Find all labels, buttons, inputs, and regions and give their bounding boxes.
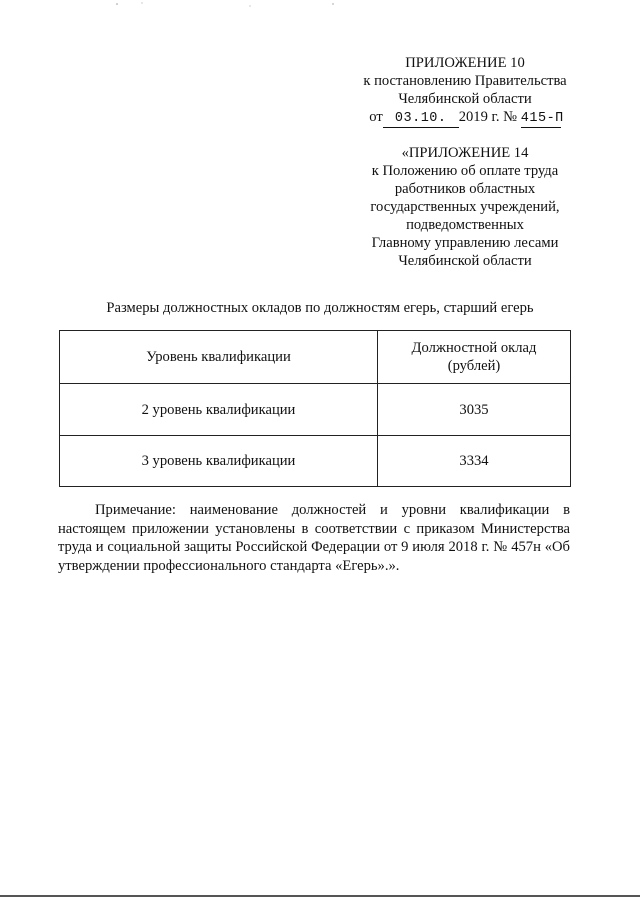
scan-edge-line xyxy=(0,895,640,897)
annex-14-line: Главному управлению лесами xyxy=(371,235,559,251)
note-text: Примечание: наименование должностей и уровни квалификации в настоящем приложении установлены в соответствии с приказом Министерства труда и социальной защиты Российской Федерации от 9 июля 2018 г. № 457н «Об утверждении профессионального стандарта «Егерь».». xyxy=(58,502,570,574)
handwritten-date: 03.10. xyxy=(383,111,459,128)
annex-10-block xyxy=(340,54,590,128)
table-row xyxy=(60,436,571,487)
cell-salary: 3035 xyxy=(378,384,571,436)
annex-14-block xyxy=(340,144,590,270)
cell-salary: 3334 xyxy=(378,436,571,487)
annex-10-date-line xyxy=(340,108,590,128)
table-row xyxy=(60,384,571,436)
annex-10-line-1: к постановлению Правительства xyxy=(363,73,567,89)
note-block xyxy=(58,501,570,575)
annex-14-line: Челябинской области xyxy=(398,253,532,269)
document-heading: Размеры должностных окладов по должностям егерь, старший егерь xyxy=(106,300,534,316)
header-qualification-level: Уровень квалификации xyxy=(60,331,378,384)
date-year: 2019 г. № xyxy=(458,109,518,125)
date-prefix: от xyxy=(369,109,383,125)
header-salary: Должностной оклад (рублей) xyxy=(378,331,571,384)
annex-14-line: работников областных xyxy=(394,181,536,197)
annex-14-line: к Положению об оплате труда xyxy=(371,163,559,179)
scan-marks xyxy=(0,0,640,20)
handwritten-number: 415-П xyxy=(520,111,564,126)
annex-10-title: ПРИЛОЖЕНИЕ 10 xyxy=(405,55,525,71)
salary-table xyxy=(59,330,571,487)
cell-qualification-level: 2 уровень квалификации xyxy=(60,384,378,436)
annex-14-title: «ПРИЛОЖЕНИЕ 14 xyxy=(401,145,529,161)
annex-14-line: государственных учреждений, xyxy=(370,199,560,215)
cell-qualification-level: 3 уровень квалификации xyxy=(60,436,378,487)
annex-10-line-2: Челябинской области xyxy=(398,91,532,107)
annex-14-line: подведомственных xyxy=(406,217,524,233)
table-header-row xyxy=(60,331,571,384)
